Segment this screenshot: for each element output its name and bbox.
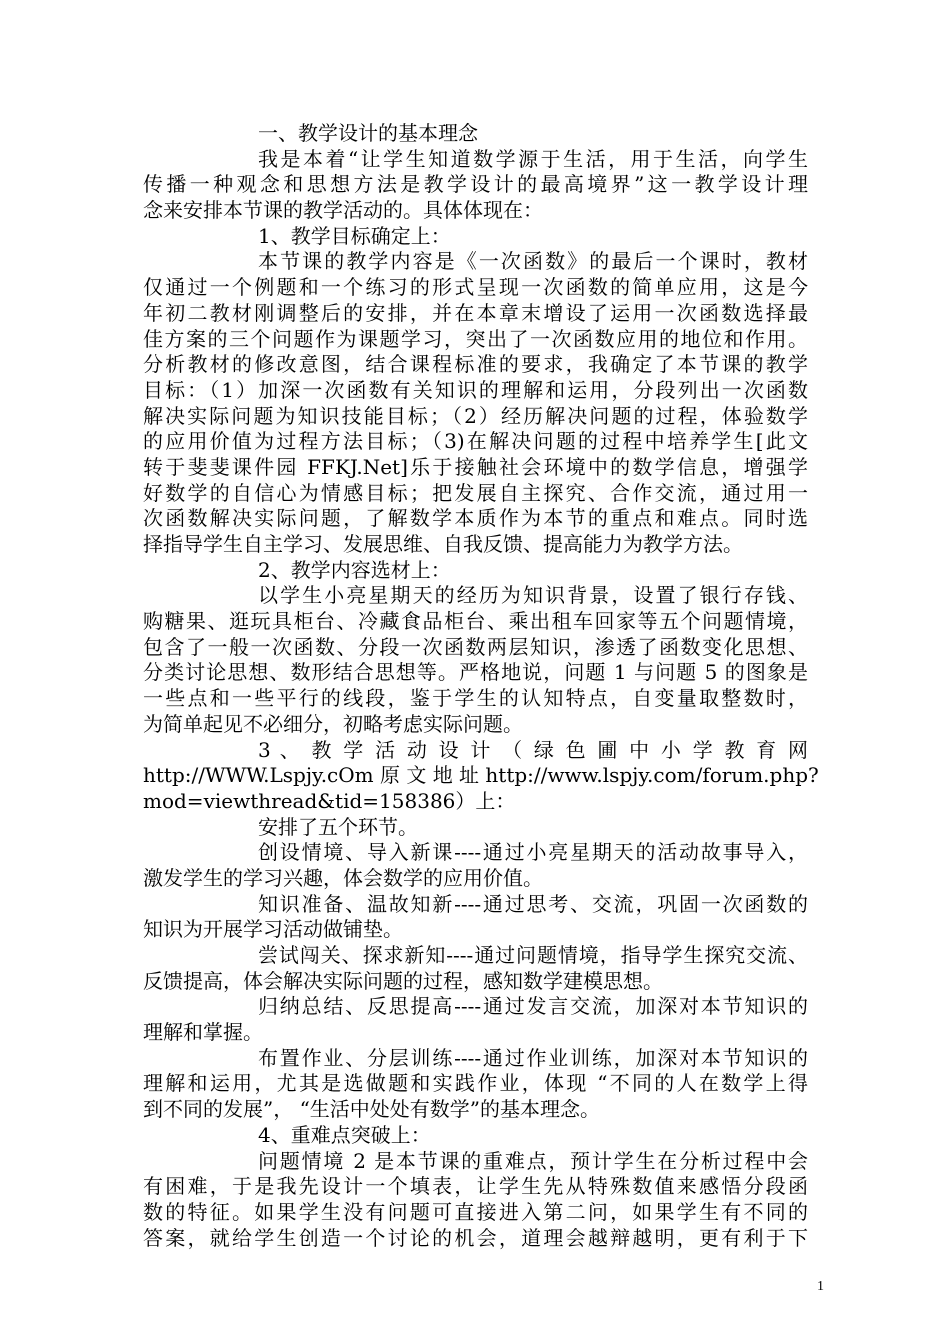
text-line: 问题情境 2 是本节课的重难点，预计学生在分析过程中会 (258, 1148, 808, 1173)
text-line: 2、教学内容选材上： (258, 557, 451, 582)
text-line: 1、教学目标确定上： (258, 223, 451, 248)
text-line: 佳方案的三个问题作为课题学习，突出了一次函数应用的地位和作用。 (143, 326, 808, 351)
text-line: 为简单起见不必细分，初略考虑实际问题。 (143, 711, 523, 736)
text-line: 传播一种观念和思想方法是教学设计的最高境界”这一教学设计理 (143, 172, 808, 197)
text-line: http://WWW.Lspjy.cOm 原 文 地 址 http://www.lspjy.com/forum.php? (143, 763, 819, 788)
text-line: 好数学的自信心为情感目标；把发展自主探究、合作交流，通过用一 (143, 480, 808, 505)
text-line: 本节课的教学内容是《一次函数》的最后一个课时，教材 (258, 249, 808, 274)
text-line: 答案，就给学生创造一个讨论的机会，道理会越辩越明，更有利于下 (143, 1225, 808, 1250)
text-line: 创设情境、导入新课----通过小亮星期天的活动故事导入， (258, 840, 808, 865)
text-line: 的应用价值为过程方法目标；（3)在解决问题的过程中培养学生[此文 (143, 429, 808, 454)
text-line: 反馈提高，体会解决实际问题的过程，感知数学建模思想。 (143, 968, 663, 993)
text-line: 购糖果、逛玩具柜台、冷藏食品柜台、乘出租车回家等五个问题情境， (143, 609, 808, 634)
text-line: 知识为开展学习活动做铺垫。 (143, 917, 403, 942)
text-line: 仅通过一个例题和一个练习的形式呈现一次函数的简单应用，这是今 (143, 275, 808, 300)
text-line: 布置作业、分层训练----通过作业训练，加深对本节知识的 (258, 1045, 808, 1070)
text-line: 到不同的发展”， “生活中处处有数学”的基本理念。 (143, 1097, 601, 1122)
text-line: 3 、 教 学 活 动 设 计 （ 绿 色 圃 中 小 学 教 育 网 (258, 737, 808, 762)
text-line: 转于斐斐课件园 FFKJ.Net]乐于接触社会环境中的数学信息，增强学 (143, 454, 808, 479)
document-body (143, 121, 819, 1251)
text-line: 次函数解决实际问题，了解数学本质作为本节的重点和难点。同时选 (143, 506, 808, 531)
text-line: 解决实际问题为知识技能目标；（2）经历解决问题的过程，体验数学 (143, 403, 808, 428)
text-line: 以学生小亮星期天的经历为知识背景，设置了银行存钱、 (258, 583, 808, 608)
text-line: 一些点和一些平行的线段，鉴于学生的认知特点，自变量取整数时， (143, 686, 808, 711)
text-line: 有困难，于是我先设计一个填表，让学生先从特殊数值来感悟分段函 (143, 1174, 808, 1199)
text-line: 理解和运用，尤其是选做题和实践作业，体现 “不同的人在数学上得 (143, 1071, 808, 1096)
text-line: mod=viewthread&tid=158386）上： (143, 788, 516, 813)
text-line: 数的特征。如果学生没有问题可直接进入第二问，如果学生有不同的 (143, 1199, 808, 1224)
text-line: 归纳总结、反思提高----通过发言交流，加深对本节知识的 (258, 994, 808, 1019)
text-line: 包含了一般一次函数、分段一次函数两层知识，渗透了函数变化思想、 (143, 634, 808, 659)
text-line: 激发学生的学习兴趣，体会数学的应用价值。 (143, 865, 543, 890)
text-line: 择指导学生自主学习、发展思维、自我反馈、提高能力为教学方法。 (143, 532, 743, 556)
text-line: 理解和掌握。 (143, 1020, 263, 1045)
text-line: 一、教学设计的基本理念 (258, 121, 478, 145)
text-line: 4、重难点突破上： (258, 1122, 431, 1147)
text-line: 念来安排本节课的教学活动的。具体体现在： (143, 198, 543, 223)
page-number: 1 (817, 1279, 824, 1294)
text-line: 知识准备、温故知新----通过思考、交流，巩固一次函数的 (258, 891, 808, 916)
text-line: 分析教材的修改意图，结合课程标准的要求，我确定了本节课的教学 (143, 352, 808, 377)
text-line: 尝试闯关、探求新知----通过问题情境，指导学生探究交流、 (258, 943, 808, 967)
text-line: 安排了五个环节。 (258, 814, 418, 839)
text-line: 年初二教材刚调整后的安排，并在本章末增设了运用一次函数选择最 (143, 300, 808, 325)
text-line: 目标：（1）加深一次函数有关知识的理解和运用，分段列出一次函数 (143, 377, 808, 402)
text-line: 分类讨论思想、数形结合思想等。严格地说，问题 1 与问题 5 的图象是 (143, 660, 808, 685)
text-line: 我是本着“让学生知道数学源于生活，用于生活，向学生 (258, 146, 808, 171)
